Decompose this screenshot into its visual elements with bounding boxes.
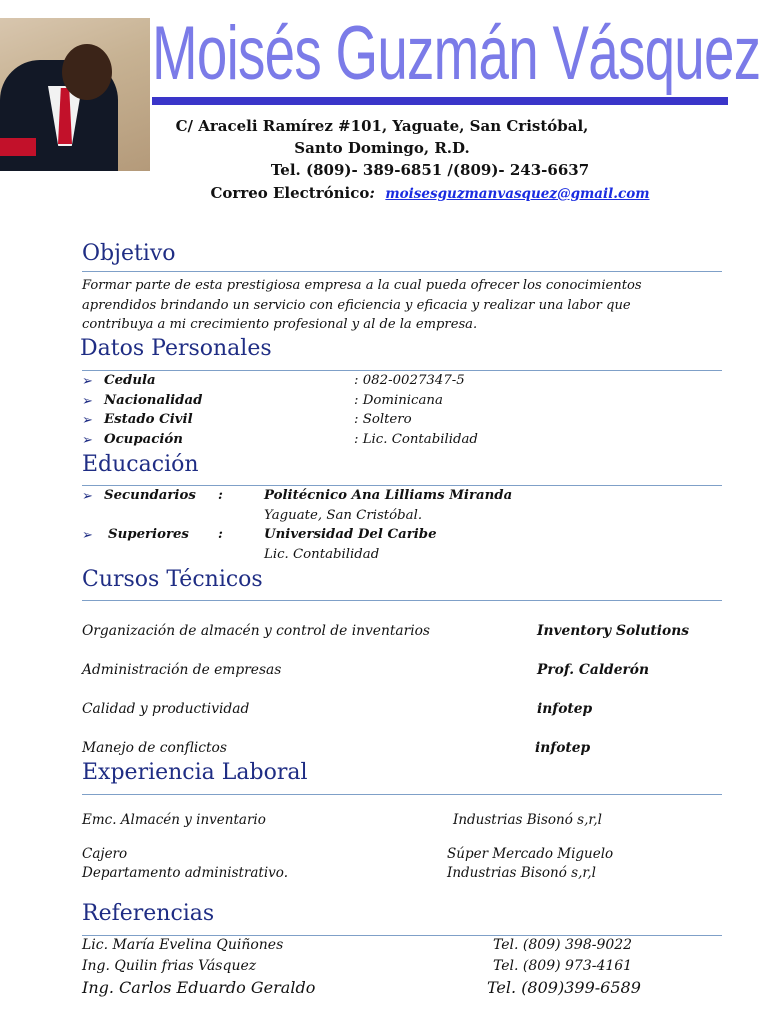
education-level: Secundarios [104,488,196,503]
objective-line: aprendidos brindando un servicio con eficiencia y eficacia y realizar una labor que [82,297,631,313]
arrow-bullet-icon: ➢ [82,489,93,504]
personal-value: : 082-0027347-5 [354,373,465,388]
name-underline-bar [152,97,728,105]
phone-line: Tel. (809)- 389-6851 /(809)- 243-6637 [270,161,590,179]
email-label: Correo Electrónico [210,184,370,202]
job-role: Emc. Almacén y inventario [82,812,266,828]
course-institution: Inventory Solutions [537,623,690,639]
section-rule [82,485,722,486]
education-institution: Politécnico Ana Lilliams Miranda [264,488,513,503]
reference-name: Ing. Carlos Eduardo Geraldo [82,978,316,997]
email-link[interactable]: moisesguzmanvasquez@gmail.com [385,186,650,202]
arrow-bullet-icon: ➢ [82,374,93,389]
arrow-bullet-icon: ➢ [82,528,93,543]
education-institution: Universidad Del Caribe [264,527,437,542]
personal-label: Estado Civil [104,412,193,427]
email-separator: : [369,184,375,202]
address-line-2: Santo Domingo, R.D. [294,139,470,157]
section-title-cursos-tecnicos: Cursos Técnicos [82,567,263,592]
course-institution: Prof. Calderón [537,662,649,678]
address-line-1: C/ Araceli Ramírez #101, Yaguate, San Cristóbal, [175,117,589,135]
objective-line: contribuya a mi crecimiento profesional y al de la empresa. [82,317,478,332]
section-rule [82,271,722,272]
arrow-bullet-icon: ➢ [82,433,93,448]
education-colon: : [218,527,223,542]
course-name: Manejo de conflictos [82,740,227,756]
reference-phone: Tel. (809) 398-9022 [493,937,633,953]
reference-phone: Tel. (809)399-6589 [487,978,641,997]
education-detail: Lic. Contabilidad [264,547,380,562]
section-title-referencias: Referencias [82,901,215,926]
course-name: Organización de almacén y control de inventarios [82,623,431,639]
course-name: Calidad y productividad [82,701,250,717]
course-name: Administración de empresas [82,662,282,678]
section-title-datos-personales: Datos Personales [80,336,272,361]
education-detail: Yaguate, San Cristóbal. [264,508,423,523]
personal-label: Cedula [104,373,156,388]
personal-value: : Soltero [354,412,412,427]
objective-paragraph [82,276,720,335]
arrow-bullet-icon: ➢ [82,394,93,409]
candidate-name: Moisés Guzmán Vásquez [152,11,761,96]
section-title-experiencia-laboral: Experiencia Laboral [82,760,308,785]
reference-name: Lic. María Evelina Quiñones [82,937,284,953]
personal-value: : Dominicana [354,393,443,408]
course-institution: infotep [535,740,591,756]
job-role: Cajero [82,846,128,862]
section-title-educacion: Educación [82,452,199,477]
personal-label: Ocupación [104,432,183,447]
course-institution: infotep [537,701,593,717]
section-rule [82,794,722,795]
section-rule [82,370,722,371]
objective-line: Formar parte de esta prestigiosa empresa a la cual pueda ofrecer los conocimientos [82,278,642,293]
personal-label: Nacionalidad [104,393,203,408]
reference-name: Ing. Quilin frias Vásquez [82,958,257,974]
reference-phone: Tel. (809) 973-4161 [493,958,633,974]
job-company: Industrias Bisonó s,r,l [447,865,596,881]
job-role: Departamento administrativo. [82,865,288,881]
section-title-objetivo: Objetivo [82,241,176,266]
email-line [120,184,740,202]
education-colon: : [218,488,223,503]
section-rule [82,600,722,601]
education-level: Superiores [108,527,189,542]
job-company: Industrias Bisonó s,r,l [453,812,602,828]
section-rule [82,935,722,936]
job-company: Súper Mercado Miguelo [447,846,614,862]
arrow-bullet-icon: ➢ [82,413,93,428]
personal-value: : Lic. Contabilidad [354,432,478,447]
